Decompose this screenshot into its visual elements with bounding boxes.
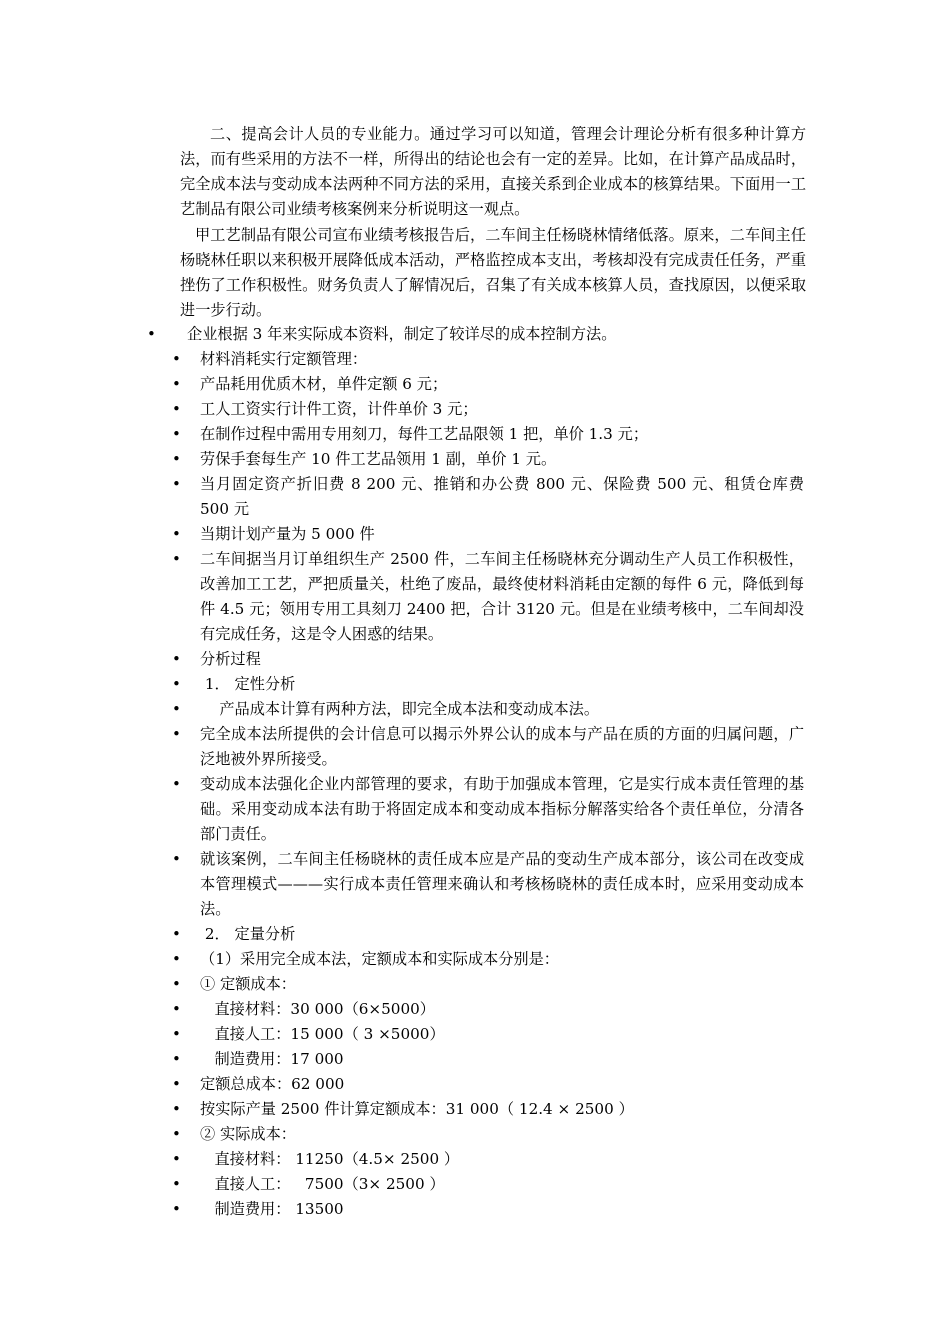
list-item [0, 997, 804, 1022]
bullet-marker: • [172, 425, 181, 443]
list-item-text: 当月固定资产折旧费 8 200 元、推销和办公费 800 元、保险费 500 元、租赁仓库费 500 元 [200, 475, 809, 518]
list-item-text: 在制作过程中需用专用刻刀，每件工艺品限领 1 把，单价 1.3 元； [200, 425, 649, 443]
list-item [0, 422, 804, 447]
list-item-text: 产品成本计算有两种方法，即完全成本法和变动成本法。 [200, 700, 599, 718]
list-item-text: 劳保手套每生产 10 件工艺品领用 1 副，单价 1 元。 [200, 450, 557, 468]
bullet-marker: • [172, 550, 181, 568]
list-item-text: 1． 定性分析 [200, 675, 296, 693]
list-item [0, 1147, 804, 1172]
bullet-marker: • [172, 1025, 181, 1043]
list-item-text: 直接材料： 11250（4.5× 2500 ） [200, 1150, 460, 1168]
list-item [0, 1197, 804, 1222]
bullet-marker: • [172, 1050, 181, 1068]
list-item-text: ① 定额成本： [200, 975, 296, 993]
list-item-text: 按实际产量 2500 件计算定额成本：31 000（ 12.4 × 2500 ） [200, 1100, 634, 1118]
bullet-marker: • [172, 525, 181, 543]
list-item [0, 1072, 804, 1097]
list-item-text: 分析过程 [200, 650, 261, 668]
bullet-marker: • [172, 1125, 181, 1143]
list-item-text: 变动成本法强化企业内部管理的要求，有助于加强成本管理，它是实行成本责任管理的基础。采用变动成本法有助于将固定成本和变动成本指标分解落实给各个责任单位，分清各部门责任。 [200, 775, 804, 843]
list-item [0, 347, 804, 372]
list-item [0, 447, 804, 472]
list-item [0, 1122, 804, 1147]
bullet-marker: • [172, 1075, 181, 1093]
list-item-text: 定额总成本：62 000 [200, 1075, 345, 1093]
list-item-text: 工人工资实行计件工资，计件单价 3 元； [200, 400, 478, 418]
list-item [0, 1097, 804, 1122]
list-item [0, 1047, 804, 1072]
bullet-marker: • [172, 450, 181, 468]
list-item [0, 1172, 804, 1197]
list-item-text: 二车间据当月订单组织生产 2500 件，二车间主任杨晓林充分调动生产人员工作积极性，改善加工工艺，严把质量关，杜绝了废品，最终使材料消耗由定额的每件 6 元，降低到每件 4.5 元；领用专用工具刻刀 2400 把，合计 3120 元。但是在业绩考核中，二车间却没有完成任务，这是令人困惑的结果。 [200, 550, 804, 643]
list-item-text: （1）采用完全成本法，定额成本和实际成本分别是： [200, 950, 559, 968]
paragraph-intro: 二、提高会计人员的专业能力。通过学习可以知道，管理会计理论分析有很多种计算方法，而有些采用的方法不一样，所得出的结论也会有一定的差异。比如，在计算产品成品时，完全成本法与变动成本法两种不同方法的采用，直接关系到企业成本的核算结果。下面用一工艺制品有限公司业绩考核案例来分析说明这一观点。 [180, 125, 806, 218]
list-item-text: 企业根据 3 年来实际成本资料，制定了较详尽的成本控制方法。 [187, 325, 617, 343]
bullet-list [0, 322, 809, 1222]
list-item [0, 472, 809, 522]
list-item [0, 947, 804, 972]
list-item [0, 697, 804, 722]
bullet-marker: • [172, 1150, 181, 1168]
bullet-marker: • [172, 1200, 181, 1218]
bullet-marker: • [172, 400, 181, 418]
bullet-marker: • [147, 325, 156, 343]
list-item [0, 922, 804, 947]
list-item-text: 直接人工：15 000（ 3 ×5000） [200, 1025, 445, 1043]
list-item [0, 647, 804, 672]
list-item-text: 材料消耗实行定额管理： [200, 350, 368, 368]
bullet-marker: • [172, 1175, 181, 1193]
list-item [0, 1022, 804, 1047]
list-item-text: 制造费用： 13500 [200, 1200, 344, 1218]
list-item-text: 直接材料：30 000（6×5000） [200, 1000, 435, 1018]
bullet-marker: • [172, 475, 181, 493]
paragraph-case: 甲工艺制品有限公司宣布业绩考核报告后，二车间主任杨晓林情绪低落。原来，二车间主任杨晓林任职以来积极开展降低成本活动，严格监控成本支出，考核却没有完成责任任务，严重挫伤了工作积极性。财务负责人了解情况后，召集了有关成本核算人员，查找原因，以便采取进一步行动。 [180, 226, 806, 319]
list-item [0, 372, 804, 397]
list-item-text: 就该案例，二车间主任杨晓林的责任成本应是产品的变动生产成本部分，该公司在改变成本管理模式———实行成本责任管理来确认和考核杨晓林的责任成本时，应采用变动成本法。 [200, 850, 804, 918]
list-item [0, 722, 804, 772]
bullet-marker: • [172, 350, 181, 368]
list-item [0, 672, 804, 697]
bullet-marker: • [172, 950, 181, 968]
list-item [0, 972, 804, 997]
list-item [0, 522, 804, 547]
list-item-text: 当期计划产量为 5 000 件 [200, 525, 375, 543]
bullet-marker: • [172, 675, 181, 693]
list-item-text: 产品耗用优质木材，单件定额 6 元； [200, 375, 448, 393]
list-item [0, 847, 804, 922]
list-item [0, 397, 804, 422]
bullet-marker: • [172, 975, 181, 993]
bullet-marker: • [172, 375, 181, 393]
list-item-text: 完全成本法所提供的会计信息可以揭示外界公认的成本与产品在质的方面的归属问题，广泛地被外界所接受。 [200, 725, 804, 768]
list-item [0, 322, 804, 347]
list-item-text: ② 实际成本： [200, 1125, 296, 1143]
list-item-text: 制造费用：17 000 [200, 1050, 344, 1068]
bullet-marker: • [172, 700, 181, 718]
list-item-text: 直接人工： 7500（3× 2500 ） [200, 1175, 445, 1193]
bullet-marker: • [172, 650, 181, 668]
bullet-marker: • [172, 1000, 181, 1018]
list-item-text: 2． 定量分析 [200, 925, 296, 943]
bullet-marker: • [172, 775, 181, 793]
list-item [0, 547, 804, 647]
bullet-marker: • [172, 1100, 181, 1118]
bullet-marker: • [172, 725, 181, 743]
bullet-marker: • [172, 925, 181, 943]
bullet-marker: • [172, 850, 181, 868]
list-item [0, 772, 804, 847]
